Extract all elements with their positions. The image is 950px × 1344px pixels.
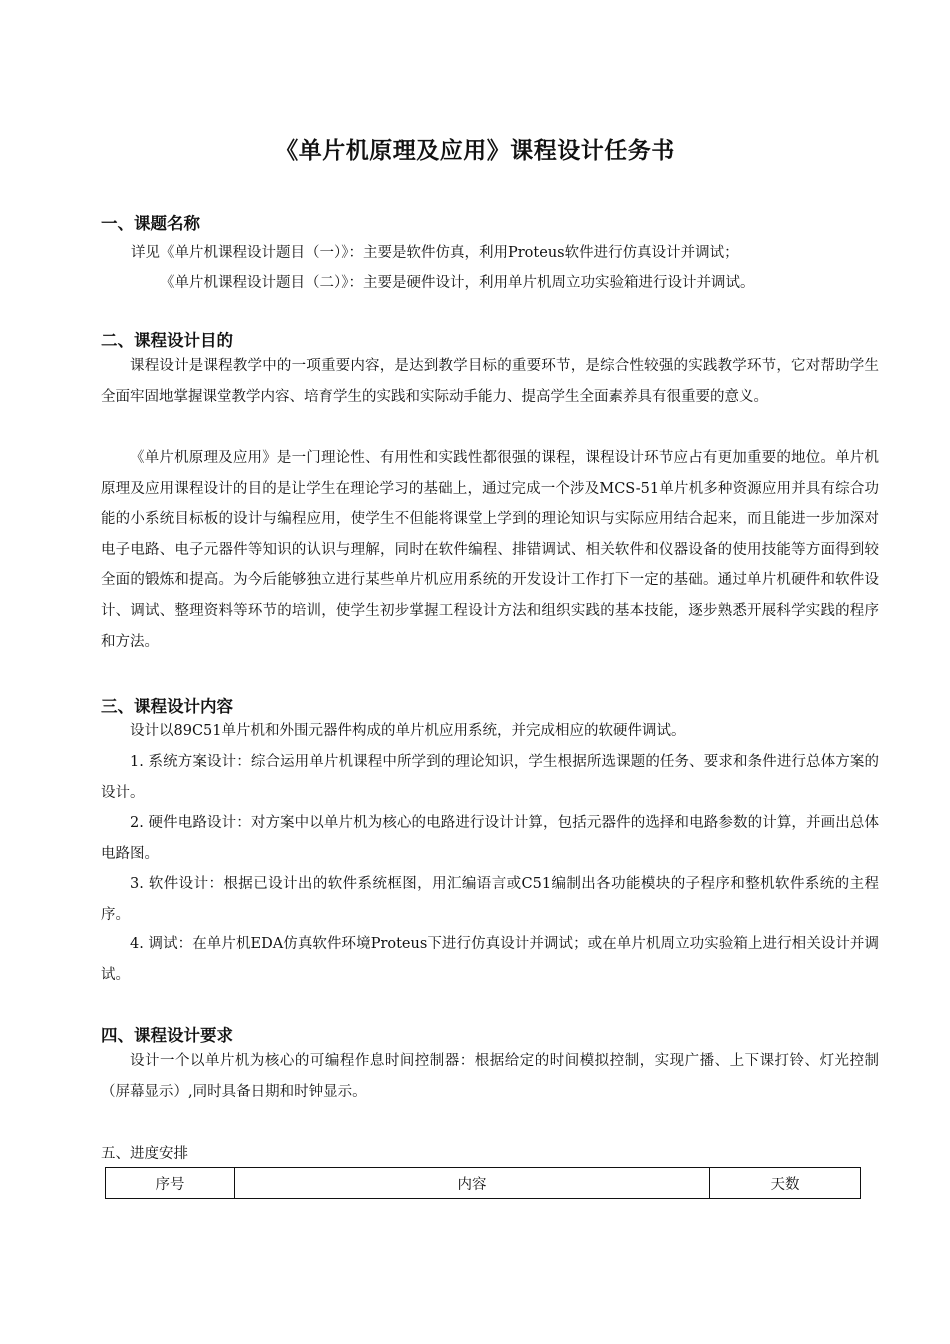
section-3-item-3: 3. 软件设计：根据已设计出的软件系统框图，用汇编语言或C51编制出各功能模块的子程序和整机软件系统的主程序。: [101, 876, 879, 923]
section-2-paragraph-1: 课程设计是课程教学中的一项重要内容，是达到教学目标的重要环节，是综合性较强的实践教学环节，它对帮助学生全面牢固地掌握课堂教学内容、培育学生的实践和实际动手能力、提高学生全面素养具有很重要的意义。: [101, 358, 879, 405]
section-3-item-4: 4. 调试：在单片机EDA仿真软件环境Proteus下进行仿真设计并调试；或在单片机周立功实验箱上进行相关设计并调试。: [101, 936, 879, 983]
schedule-table: [105, 1167, 861, 1199]
section-3-item-1: 1. 系统方案设计：综合运用单片机课程中所学到的理论知识，学生根据所选课题的任务、要求和条件进行总体方案的设计。: [101, 754, 879, 801]
section-5-heading: 五、进度安排: [101, 1146, 188, 1162]
document-title: 《单片机原理及应用》课程设计任务书: [275, 138, 675, 164]
section-2-paragraph-2: 《单片机原理及应用》是一门理论性、有用性和实践性都很强的课程，课程设计环节应占有更加重要的地位。单片机原理及应用课程设计的目的是让学生在理论学习的基础上，通过完成一个涉及MCS-51单片机多种资源应用并具有综合功能的小系统目标板的设计与编程应用，使学生不但能将课堂上学到的理论知识与实际应用结合起来，而且能进一步加深对电子电路、电子元器件等知识的认识与理解，同时在软件编程、排错调试、相关软件和仪器设备的使用技能等方面得到较全面的锻炼和提高。为今后能够独立进行某些单片机应用系统的开发设计工作打下一定的基础。通过单片机硬件和软件设计、调试、整理资料等环节的培训，使学生初步掌握工程设计方法和组织实践的基本技能，逐步熟悉开展科学实践的程序和方法。: [101, 450, 879, 650]
section-2-heading: 二、课程设计目的: [101, 331, 233, 350]
section-4-heading: 四、课程设计要求: [101, 1026, 233, 1045]
section-4-paragraph: 设计一个以单片机为核心的可编程作息时间控制器：根据给定的时间模拟控制，实现广播、上下课打铃、灯光控制（屏幕显示）,同时具备日期和时钟显示。: [101, 1053, 879, 1100]
section-1-heading: 一、课题名称: [101, 214, 200, 233]
table-header-days: 天数: [710, 1168, 861, 1199]
table-header-row: [106, 1168, 861, 1199]
section-3-item-2: 2. 硬件电路设计：对方案中以单片机为核心的电路进行设计计算，包括元器件的选择和电路参数的计算，并画出总体电路图。: [101, 815, 879, 862]
section-3-heading: 三、课程设计内容: [101, 697, 233, 716]
table-header-content: 内容: [235, 1168, 710, 1199]
section-1-line-1: 详见《单片机课程设计题目（一）》：主要是软件仿真，利用Proteus软件进行仿真设计并调试；: [131, 245, 739, 261]
table-header-index: 序号: [106, 1168, 235, 1199]
section-3-intro: 设计以89C51单片机和外围元器件构成的单片机应用系统，并完成相应的软硬件调试。: [130, 723, 686, 739]
section-1-line-2: 《单片机课程设计题目（二）》：主要是硬件设计，利用单片机周立功实验箱进行设计并调试。: [160, 275, 755, 291]
